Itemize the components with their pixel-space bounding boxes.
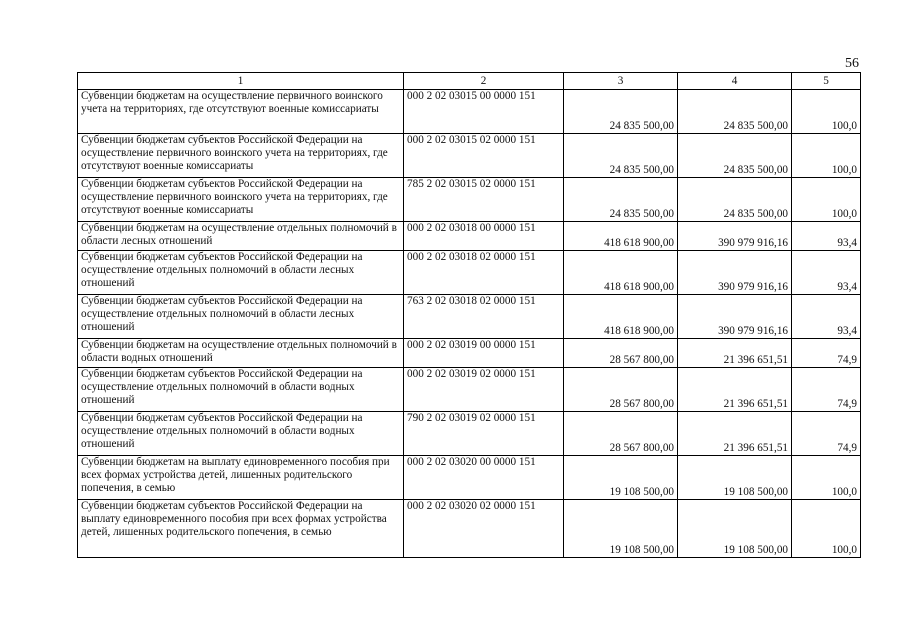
row-actual: 21 396 651,51 <box>678 368 792 412</box>
row-actual: 390 979 916,16 <box>678 295 792 339</box>
row-actual: 24 835 500,00 <box>678 90 792 134</box>
row-plan: 19 108 500,00 <box>564 456 678 500</box>
table-row <box>78 295 861 339</box>
row-code: 785 2 02 03015 02 0000 151 <box>404 178 564 222</box>
row-name: Субвенции бюджетам субъектов Российской Федерации на осуществление отдельных полномочий в области лесных отношений <box>78 295 404 339</box>
row-percent: 74,9 <box>792 368 861 412</box>
column-header-5: 5 <box>792 73 861 90</box>
table-row <box>78 500 861 558</box>
row-name: Субвенции бюджетам на осуществление отдельных полномочий в области лесных отношений <box>78 222 404 251</box>
row-code: 000 2 02 03015 00 0000 151 <box>404 90 564 134</box>
row-code: 000 2 02 03018 00 0000 151 <box>404 222 564 251</box>
row-actual: 24 835 500,00 <box>678 134 792 178</box>
row-code: 790 2 02 03019 02 0000 151 <box>404 412 564 456</box>
row-plan: 418 618 900,00 <box>564 222 678 251</box>
table-row <box>78 412 861 456</box>
row-percent: 93,4 <box>792 251 861 295</box>
row-plan: 19 108 500,00 <box>564 500 678 558</box>
row-plan: 28 567 800,00 <box>564 339 678 368</box>
row-percent: 100,0 <box>792 456 861 500</box>
row-actual: 21 396 651,51 <box>678 339 792 368</box>
header-row <box>78 73 861 90</box>
row-plan: 24 835 500,00 <box>564 134 678 178</box>
budget-table <box>77 72 861 558</box>
table-row <box>78 178 861 222</box>
row-name: Субвенции бюджетам на осуществление первичного воинского учета на территориях, где отсутствуют военные комиссариаты <box>78 90 404 134</box>
row-actual: 390 979 916,16 <box>678 222 792 251</box>
row-code: 000 2 02 03020 02 0000 151 <box>404 500 564 558</box>
row-name: Субвенции бюджетам субъектов Российской Федерации на осуществление первичного воинского учета на территориях, где отсутствуют военные комиссариаты <box>78 134 404 178</box>
row-name: Субвенции бюджетам субъектов Российской Федерации на осуществление отдельных полномочий в области водных отношений <box>78 412 404 456</box>
row-code: 000 2 02 03015 02 0000 151 <box>404 134 564 178</box>
row-name: Субвенции бюджетам субъектов Российской Федерации на осуществление отдельных полномочий в области лесных отношений <box>78 251 404 295</box>
column-header-4: 4 <box>678 73 792 90</box>
row-percent: 93,4 <box>792 222 861 251</box>
row-code: 000 2 02 03019 00 0000 151 <box>404 339 564 368</box>
row-actual: 21 396 651,51 <box>678 412 792 456</box>
row-name: Субвенции бюджетам на осуществление отдельных полномочий в области водных отношений <box>78 339 404 368</box>
row-actual: 390 979 916,16 <box>678 251 792 295</box>
row-actual: 19 108 500,00 <box>678 456 792 500</box>
column-header-3: 3 <box>564 73 678 90</box>
row-percent: 93,4 <box>792 295 861 339</box>
row-percent: 100,0 <box>792 134 861 178</box>
table-row <box>78 222 861 251</box>
row-actual: 24 835 500,00 <box>678 178 792 222</box>
table-row <box>78 339 861 368</box>
row-percent: 100,0 <box>792 500 861 558</box>
row-plan: 24 835 500,00 <box>564 178 678 222</box>
row-plan: 418 618 900,00 <box>564 295 678 339</box>
column-header-2: 2 <box>404 73 564 90</box>
row-name: Субвенции бюджетам субъектов Российской Федерации на осуществление отдельных полномочий в области водных отношений <box>78 368 404 412</box>
row-code: 000 2 02 03018 02 0000 151 <box>404 251 564 295</box>
row-plan: 28 567 800,00 <box>564 368 678 412</box>
row-percent: 74,9 <box>792 339 861 368</box>
row-actual: 19 108 500,00 <box>678 500 792 558</box>
row-code: 000 2 02 03020 00 0000 151 <box>404 456 564 500</box>
page-number: 56 <box>845 56 859 71</box>
table-row <box>78 456 861 500</box>
row-code: 763 2 02 03018 02 0000 151 <box>404 295 564 339</box>
table-row <box>78 368 861 412</box>
column-header-1: 1 <box>78 73 404 90</box>
row-code: 000 2 02 03019 02 0000 151 <box>404 368 564 412</box>
row-plan: 24 835 500,00 <box>564 90 678 134</box>
row-name: Субвенции бюджетам субъектов Российской Федерации на осуществление первичного воинского учета на территориях, где отсутствуют военные комиссариаты <box>78 178 404 222</box>
row-name: Субвенции бюджетам на выплату единовременного пособия при всех формах устройства детей, лишенных родительского попечения, в семью <box>78 456 404 500</box>
row-name: Субвенции бюджетам субъектов Российской Федерации на выплату единовременного пособия при всех формах устройства детей, лишенных родительского попечения, в семью <box>78 500 404 558</box>
row-plan: 418 618 900,00 <box>564 251 678 295</box>
table-row <box>78 134 861 178</box>
table-row <box>78 251 861 295</box>
row-plan: 28 567 800,00 <box>564 412 678 456</box>
row-percent: 100,0 <box>792 178 861 222</box>
row-percent: 74,9 <box>792 412 861 456</box>
table-row <box>78 90 861 134</box>
row-percent: 100,0 <box>792 90 861 134</box>
